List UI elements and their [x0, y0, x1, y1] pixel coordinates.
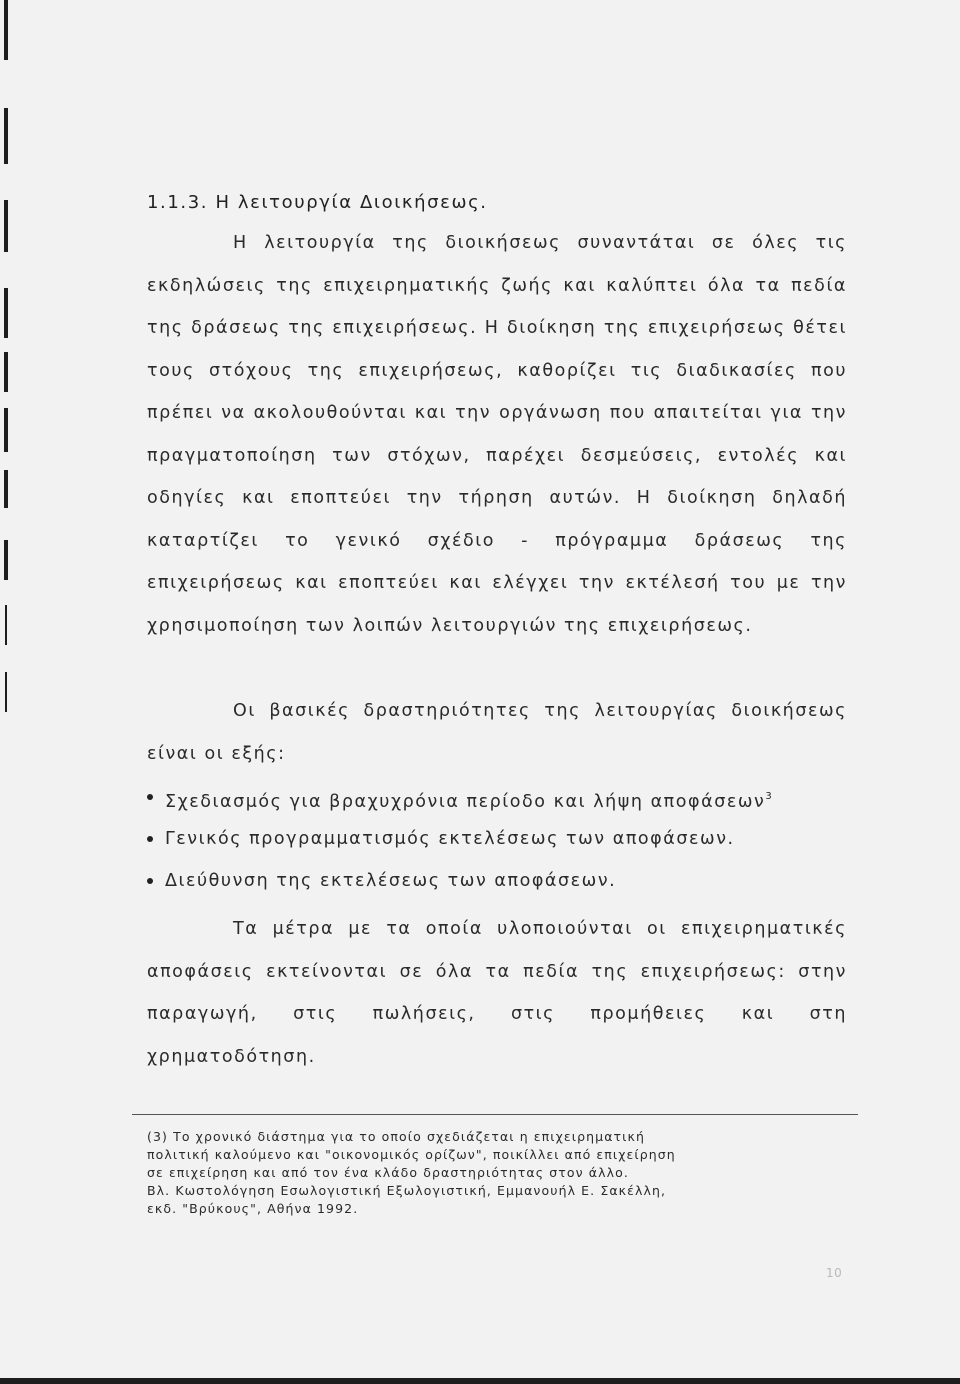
activities-list [147, 776, 847, 902]
bullet-icon [147, 794, 153, 800]
list-item [147, 818, 847, 860]
list-item-text: Σχεδιασμός για βραχυχρόνια περίοδο και λήψη αποφάσεων [165, 792, 766, 812]
binding-mark [4, 352, 8, 392]
footnote-line: (3) Το χρονικό διάστημα για το οποίο σχεδιάζεται η επιχειρηματική [147, 1129, 646, 1144]
paragraph-text: Τα μέτρα με τα οποία υλοποιούνται οι επιχειρηματικές αποφάσεις εκτείνονται σε όλα τα πεδία της επιχειρήσεως: στην παραγωγή, στις πωλήσεις, στις προμήθειες και στη χρηματοδότηση. [147, 919, 847, 1067]
footnote-line: εκδ. "Βρύκους", Αθήνα 1992. [147, 1201, 359, 1216]
binding-mark [4, 540, 8, 580]
bullet-icon [147, 836, 153, 842]
binding-mark [4, 408, 8, 452]
footnote-line: πολιτική καλούμενο και "οικονομικός ορίζων", ποικίλλει από επιχείρηση [147, 1147, 676, 1162]
binding-mark [4, 470, 8, 508]
list-item-text: Γενικός προγραμματισμός εκτελέσεως των αποφάσεων. [165, 829, 735, 849]
binding-mark [4, 108, 8, 164]
paragraph-text: Οι βασικές δραστηριότητες της λειτουργίας διοικήσεως είναι οι εξής: [147, 701, 847, 764]
footnote-reference: 3 [765, 791, 772, 802]
page-number: 10 [826, 1266, 843, 1280]
bullet-icon [147, 878, 153, 884]
list-item [147, 776, 847, 818]
binding-mark [4, 0, 8, 60]
section-heading: 1.1.3. Η λειτουργία Διοικήσεως. [147, 192, 488, 213]
body-paragraph-1 [147, 222, 847, 647]
binding-mark [5, 672, 7, 712]
binding-mark [4, 200, 8, 252]
binding-mark [5, 605, 7, 645]
list-item-text: Διεύθυνση της εκτελέσεως των αποφάσεων. [165, 871, 617, 891]
footnote-line: σε επιχείρηση και από τον ένα κλάδο δραστηριότητας στον άλλο. [147, 1165, 629, 1180]
page-bottom-edge [0, 1378, 960, 1384]
footnote [147, 1128, 847, 1218]
body-paragraph-2 [147, 690, 847, 775]
body-paragraph-3 [147, 908, 847, 1078]
paragraph-text: Η λειτουργία της διοικήσεως συναντάται σε όλες τις εκδηλώσεις της επιχειρηματικής ζωής και καλύπτει όλα τα πεδία της δράσεως της επιχειρήσεως. Η διοίκηση της επιχειρήσεως θέτει τους στόχους της επιχειρήσεως, καθορίζει τις διαδικασίες που πρέπει να ακολουθούνται και την οργάνωση που απαιτείται για την πραγματοποίηση των στόχων, παρέχει δεσμεύσεις, εντολές και οδηγίες και εποπτεύει την τήρηση αυτών. Η διοίκηση δηλαδή καταρτίζει το γενικό σχέδιο - πρόγραμμα δράσεως της επιχειρήσεως και εποπτεύει και ελέγχει την εκτέλεσή του με την χρησιμοποίηση των λοιπών λειτουργιών της επιχειρήσεως. [147, 233, 847, 636]
binding-mark [4, 288, 8, 338]
footnote-divider [132, 1114, 858, 1115]
list-item [147, 860, 847, 902]
footnote-line: Βλ. Κωστολόγηση Εσωλογιστική Εξωλογιστική, Εμμανουήλ Ε. Σακέλλη, [147, 1183, 667, 1198]
